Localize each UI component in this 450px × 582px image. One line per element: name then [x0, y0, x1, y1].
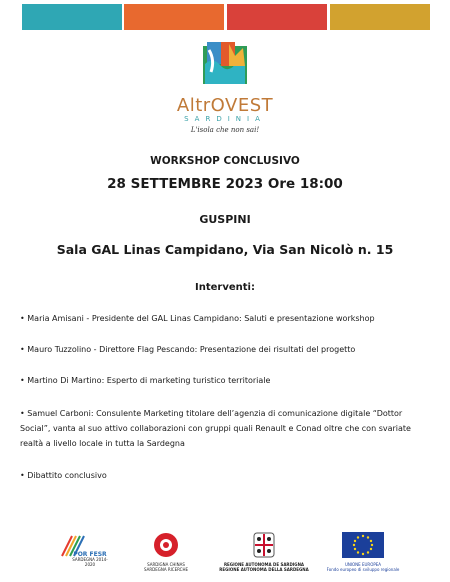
bar-segment-teal [22, 4, 122, 30]
por-fesr-line1: POR FESR [73, 551, 107, 558]
event-venue: Sala GAL Linas Campidano, Via San Nicolò n. 15 [56, 242, 394, 257]
sardegna-ricerche-logo [140, 532, 192, 572]
list-item: • Samuel Carboni: Consulente Marketing titolare dell’agenzia di comunicazione digitale “Dottor Social”, vanta al suo attivo collaborazioni con gruppi quali Renault e Conad oltre che con svariate realtà a livello locale in tutta la Sardegna [20, 409, 411, 448]
top-color-bar [22, 4, 430, 30]
brand-name-part1: Altr [176, 95, 211, 116]
footer-logos [0, 532, 450, 582]
eu-flag-icon [322, 532, 404, 558]
altrovest-logo [0, 36, 450, 88]
regione-sardegna-logo [218, 532, 310, 572]
por-fesr-line2: SARDEGNA 2014-2020 [72, 557, 108, 567]
bar-segment-orange [124, 4, 224, 30]
list-item: • Mauro Tuzzolino - Direttore Flag Pescando: Presentazione dei risultati del progetto [20, 345, 356, 354]
interventi-heading: Interventi: [195, 282, 255, 293]
event-city: GUSPINI [199, 213, 251, 226]
altrovest-logo-icon [199, 36, 251, 88]
regione-sardegna-crest-icon [218, 532, 310, 558]
sardegna-ricerche-icon [140, 532, 192, 558]
bar-segment-red [227, 4, 327, 30]
eu-line1: UNIONE EUROPEA [344, 562, 382, 567]
sardegna-ricerche-line2: SARDEGNA RICERCHE [143, 567, 189, 572]
regione-line1: REGIONE AUTONOMA DE SARDIGNA [223, 562, 305, 567]
event-title: WORKSHOP CONCLUSIVO [150, 155, 300, 167]
brand-name [0, 95, 450, 116]
sardegna-ricerche-line1: SARDIGNA CHINAS [147, 562, 185, 567]
list-item: • Martino Di Martino: Esperto di marketing turistico territoriale [20, 376, 271, 385]
bar-segment-gold [330, 4, 430, 30]
list-item: • Dibattito conclusivo [20, 471, 107, 480]
brand-name-part2: OVEST [210, 95, 274, 116]
por-fesr-logo [58, 532, 108, 567]
eu-line2: Fondo europeo di sviluppo regionale [326, 567, 400, 572]
list-item: • Maria Amisani - Presidente del GAL Linas Campidano: Saluti e presentazione workshop [20, 314, 375, 323]
event-date: 28 SETTEMBRE 2023 Ore 18:00 [107, 176, 343, 192]
regione-line2: REGIONE AUTONOMA DELLA SARDEGNA [219, 567, 309, 572]
brand-region: SARDINIA [184, 115, 266, 123]
unione-europea-logo [322, 532, 404, 572]
brand-tagline: L'isola che non sai! [190, 126, 260, 134]
